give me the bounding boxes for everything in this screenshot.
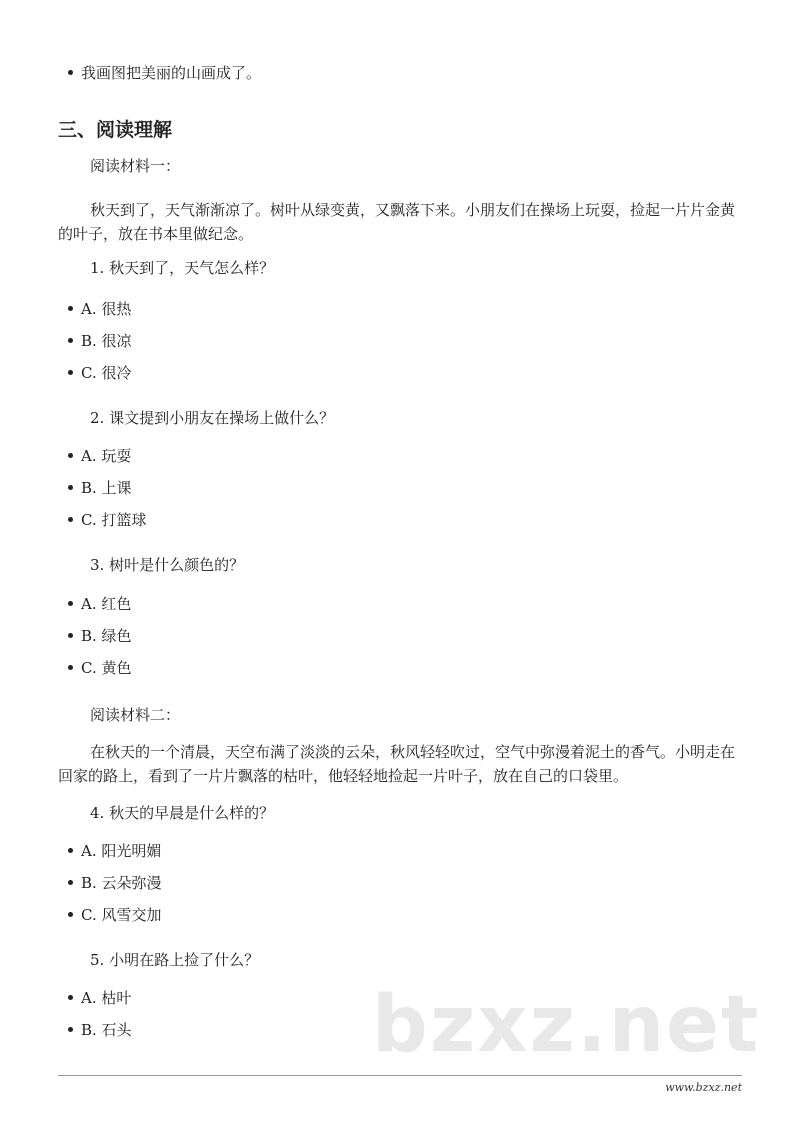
option: A. 很热 xyxy=(68,299,131,319)
footer-url: www.bzxz.net xyxy=(665,1081,742,1094)
option: A. 阳光明媚 xyxy=(68,841,161,861)
option: A. 玩耍 xyxy=(68,446,131,466)
footer-divider xyxy=(58,1075,742,1076)
material-text: 秋天到了，天气渐渐凉了。树叶从绿变黄，又飘落下来。小朋友们在操场上玩耍，捡起一片片金黄的叶子，放在书本里做纪念。 xyxy=(58,201,736,243)
option: C. 黄色 xyxy=(68,658,131,678)
option: B. 很凉 xyxy=(68,331,132,351)
material-label: 阅读材料一： xyxy=(90,157,181,175)
question: 5. 小明在路上捡了什么？ xyxy=(90,951,260,969)
question: 2. 课文提到小朋友在操场上做什么？ xyxy=(90,409,335,427)
option: B. 云朵弥漫 xyxy=(68,873,162,893)
question: 1. 秋天到了，天气怎么样？ xyxy=(90,259,275,277)
material-label: 阅读材料二： xyxy=(90,706,181,724)
section-title: 三、阅读理解 xyxy=(58,119,173,141)
option: A. 红色 xyxy=(68,594,131,614)
option: C. 打篮球 xyxy=(68,510,146,530)
option: C. 风雪交加 xyxy=(68,905,161,925)
question: 4. 秋天的早晨是什么样的？ xyxy=(90,804,275,822)
list-item: 我画图把美丽的山画成了。 xyxy=(68,63,261,83)
watermark: bzxz.net xyxy=(372,980,761,1070)
option: B. 绿色 xyxy=(68,626,132,646)
option: C. 很冷 xyxy=(68,363,131,383)
option: A. 枯叶 xyxy=(68,988,131,1008)
question: 3. 树叶是什么颜色的？ xyxy=(90,556,245,574)
material-text: 在秋天的一个清晨，天空布满了淡淡的云朵，秋风轻轻吹过，空气中弥漫着泥土的香气。小明走在回家的路上，看到了一片片飘落的枯叶，他轻轻地捡起一片叶子，放在自己的口袋里。 xyxy=(58,743,736,785)
option: B. 石头 xyxy=(68,1020,132,1040)
option: B. 上课 xyxy=(68,478,132,498)
